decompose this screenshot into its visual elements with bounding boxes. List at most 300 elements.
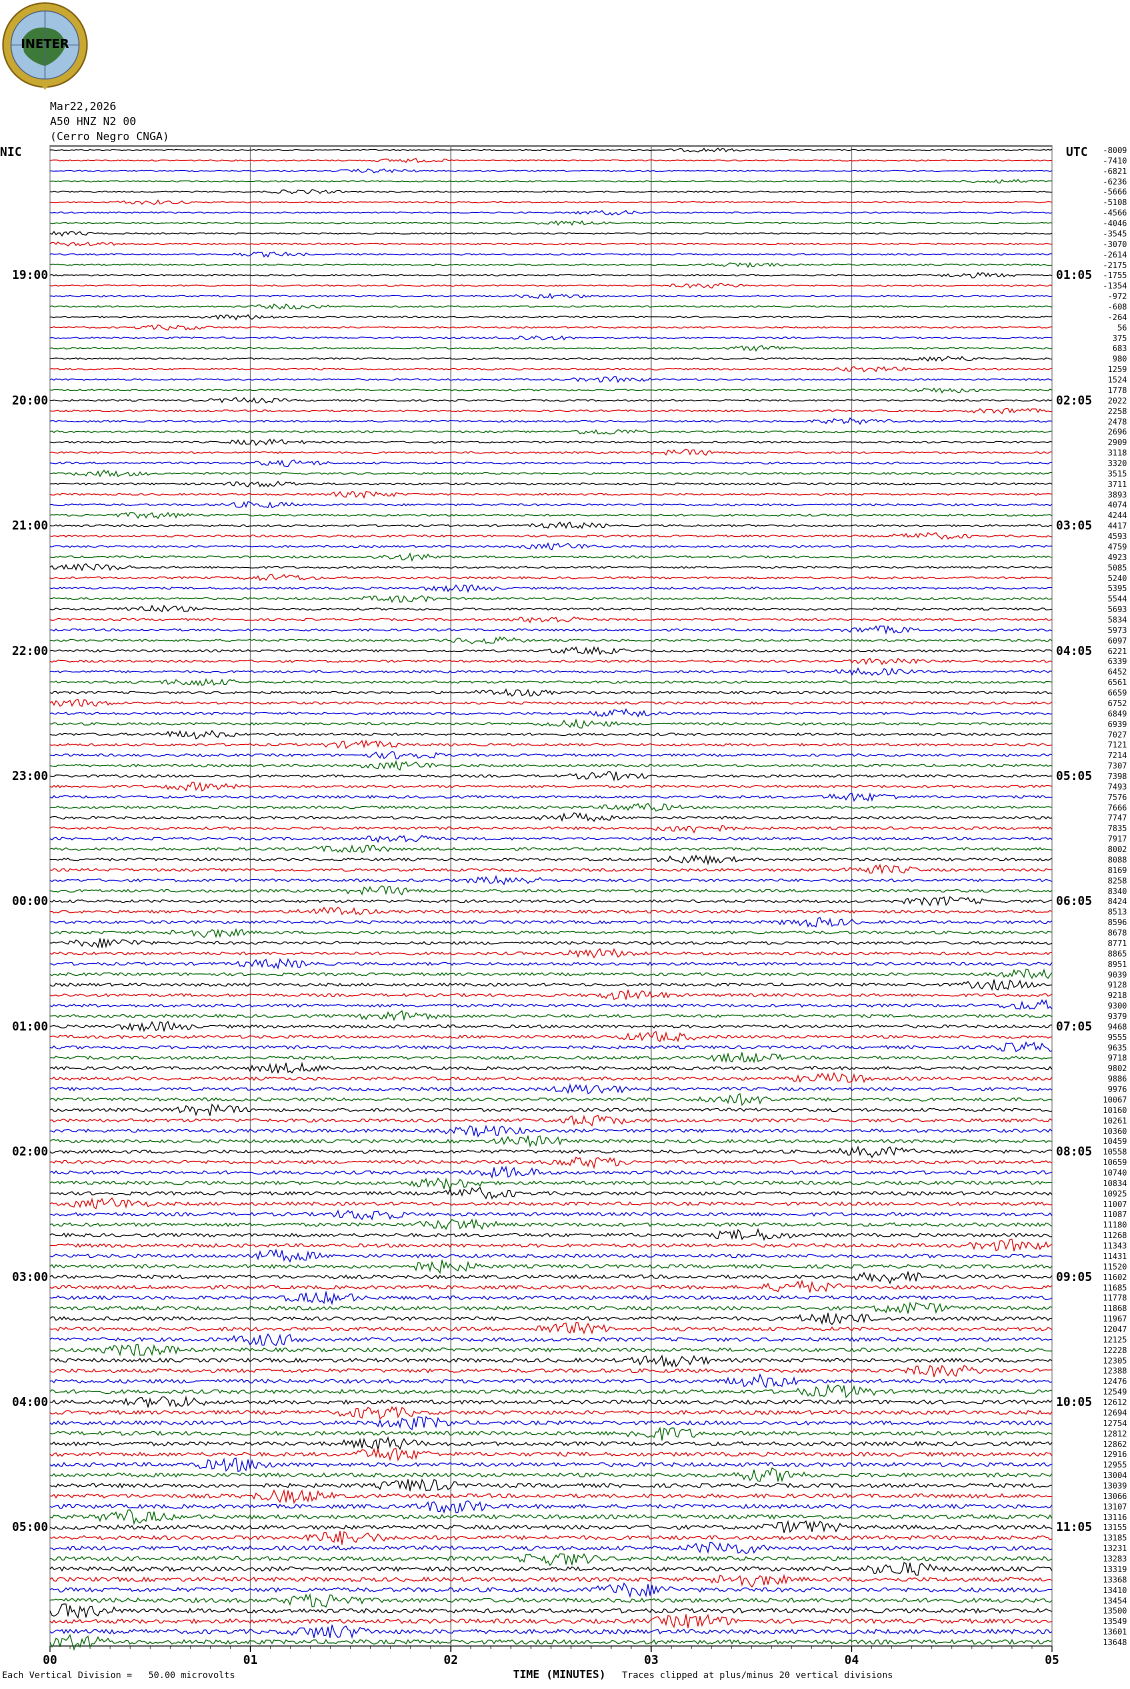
seismic-trace bbox=[50, 876, 1052, 884]
trace-offset-label: -3545 bbox=[1102, 229, 1127, 239]
trace-offset-label: 7307 bbox=[1107, 761, 1127, 771]
x-tick-label: 03 bbox=[643, 1653, 659, 1667]
seismic-trace bbox=[50, 481, 1052, 486]
seismic-trace bbox=[50, 533, 1052, 539]
seismic-trace bbox=[50, 938, 1052, 947]
scale-note bbox=[2, 1671, 235, 1681]
seismic-trace bbox=[50, 325, 1052, 330]
right-hour-label: 04:05 bbox=[1056, 643, 1093, 658]
seismic-trace bbox=[50, 782, 1052, 791]
trace-offset-label: 8169 bbox=[1107, 865, 1127, 875]
seismic-trace bbox=[50, 1313, 1052, 1325]
seismic-trace bbox=[50, 1385, 1052, 1397]
seismic-trace bbox=[50, 1458, 1052, 1471]
seismic-trace bbox=[50, 1510, 1052, 1524]
seismic-trace bbox=[50, 158, 1052, 162]
trace-offset-label: 5973 bbox=[1107, 625, 1127, 635]
seismic-trace bbox=[50, 929, 1052, 937]
trace-offset-label: 9300 bbox=[1107, 1001, 1127, 1011]
trace-offset-label: 6752 bbox=[1107, 698, 1127, 708]
seismic-trace bbox=[50, 1531, 1052, 1545]
seismic-trace bbox=[50, 1178, 1052, 1189]
seismic-trace bbox=[50, 1323, 1052, 1334]
trace-offset-label: 7666 bbox=[1107, 803, 1127, 813]
seismic-trace bbox=[50, 398, 1052, 403]
seismic-trace bbox=[50, 1521, 1052, 1533]
trace-offset-label: 9635 bbox=[1107, 1043, 1127, 1053]
seismic-trace bbox=[50, 242, 1052, 246]
trace-offset-label: 7917 bbox=[1107, 834, 1127, 844]
seismic-trace bbox=[50, 772, 1052, 781]
header-station: (Cerro Negro CNGA) bbox=[50, 130, 170, 143]
trace-offset-label: 6221 bbox=[1107, 646, 1127, 656]
seismic-trace bbox=[50, 470, 1052, 476]
seismic-trace bbox=[50, 1167, 1052, 1178]
seismic-trace bbox=[50, 1250, 1052, 1262]
right-hour-label: 05:05 bbox=[1056, 769, 1093, 784]
trace-offset-label: 8678 bbox=[1107, 928, 1127, 938]
trace-offset-label: 7493 bbox=[1107, 782, 1127, 792]
trace-offset-label: 3711 bbox=[1107, 479, 1127, 489]
left-hour-label: 22:00 bbox=[12, 643, 49, 658]
seismic-trace bbox=[50, 804, 1052, 812]
seismic-trace bbox=[50, 1115, 1052, 1126]
trace-offset-label: 1259 bbox=[1107, 365, 1127, 375]
trace-offset-label: 12916 bbox=[1102, 1450, 1127, 1460]
seismic-trace bbox=[50, 959, 1052, 968]
seismic-trace bbox=[50, 1104, 1052, 1115]
trace-offset-label: 6097 bbox=[1107, 636, 1127, 646]
trace-offset-label: -5666 bbox=[1102, 187, 1127, 197]
seismic-trace bbox=[50, 1260, 1052, 1273]
trace-offset-label: 12754 bbox=[1102, 1418, 1127, 1428]
seismic-trace bbox=[50, 1366, 1052, 1377]
trace-offset-label: 2696 bbox=[1107, 427, 1127, 437]
seismic-trace bbox=[50, 606, 1052, 612]
trace-offset-label: 13155 bbox=[1102, 1523, 1127, 1533]
seismic-trace bbox=[50, 543, 1052, 550]
trace-offset-label: -264 bbox=[1107, 312, 1127, 322]
trace-offset-label: 12955 bbox=[1102, 1460, 1127, 1470]
trace-offset-label: -6821 bbox=[1102, 166, 1127, 176]
seismic-trace bbox=[50, 1011, 1052, 1020]
seismic-trace bbox=[50, 1356, 1052, 1367]
seismic-trace bbox=[50, 1575, 1052, 1587]
seismic-trace bbox=[50, 1187, 1052, 1198]
trace-offset-label: 9128 bbox=[1107, 980, 1127, 990]
seismic-trace bbox=[50, 263, 1052, 267]
seismic-trace bbox=[50, 980, 1052, 990]
trace-offset-label: 980 bbox=[1112, 354, 1127, 364]
right-hour-label: 02:05 bbox=[1056, 393, 1093, 408]
trace-offset-label: 13185 bbox=[1102, 1533, 1127, 1543]
seismic-trace bbox=[50, 315, 1052, 320]
trace-offset-label: 5395 bbox=[1107, 584, 1127, 594]
seismic-trace bbox=[50, 1052, 1052, 1062]
seismic-trace bbox=[50, 377, 1052, 383]
trace-offset-label: -3070 bbox=[1102, 239, 1127, 249]
right-hour-label: 07:05 bbox=[1056, 1019, 1093, 1034]
trace-offset-label: 5693 bbox=[1107, 605, 1127, 615]
seismic-trace bbox=[50, 273, 1052, 278]
seismic-trace bbox=[50, 845, 1052, 852]
trace-offset-label: 10360 bbox=[1102, 1126, 1127, 1136]
trace-offset-label: 6452 bbox=[1107, 667, 1127, 677]
trace-offset-label: 3118 bbox=[1107, 448, 1127, 458]
seismic-trace bbox=[50, 1449, 1052, 1461]
seismic-trace bbox=[50, 430, 1052, 434]
trace-offset-label: 12047 bbox=[1102, 1324, 1127, 1334]
seismic-trace bbox=[50, 460, 1052, 467]
seismic-trace bbox=[50, 1501, 1052, 1513]
trace-offset-label: 8258 bbox=[1107, 876, 1127, 886]
left-hour-label: 01:00 bbox=[12, 1019, 49, 1034]
trace-offset-label: 8596 bbox=[1107, 918, 1127, 928]
trace-offset-label: 13116 bbox=[1102, 1512, 1127, 1522]
seismic-trace bbox=[50, 1614, 1052, 1628]
scale-label: Each Vertical Division = bbox=[2, 1671, 133, 1681]
trace-offset-label: 11778 bbox=[1102, 1293, 1127, 1303]
seismic-trace bbox=[50, 856, 1052, 864]
trace-offset-label: 12694 bbox=[1102, 1408, 1127, 1418]
seismic-trace bbox=[50, 709, 1052, 717]
seismic-trace bbox=[50, 148, 1052, 152]
seismic-trace bbox=[50, 1428, 1052, 1441]
trace-offset-label: 6659 bbox=[1107, 688, 1127, 698]
left-hour-label: 19:00 bbox=[12, 268, 49, 283]
right-hour-label: 08:05 bbox=[1056, 1144, 1093, 1159]
seismic-trace bbox=[50, 1272, 1052, 1284]
trace-offset-label: 10558 bbox=[1102, 1147, 1127, 1157]
seismic-trace bbox=[50, 897, 1052, 906]
right-hour-label: 10:05 bbox=[1056, 1395, 1093, 1410]
seismic-trace bbox=[50, 1417, 1052, 1430]
seismic-trace bbox=[50, 1229, 1052, 1240]
trace-offset-label: 10067 bbox=[1102, 1095, 1127, 1105]
trace-offset-label: 10834 bbox=[1102, 1178, 1127, 1188]
seismic-trace bbox=[50, 1604, 1052, 1618]
x-axis-title: TIME (MINUTES) bbox=[513, 1668, 606, 1681]
seismic-trace bbox=[50, 689, 1052, 696]
trace-offset-label: -6236 bbox=[1102, 177, 1127, 187]
seismic-trace bbox=[50, 492, 1052, 498]
trace-offset-label: 13368 bbox=[1102, 1575, 1127, 1585]
header-date: Mar22,2026 bbox=[50, 100, 117, 113]
trace-offset-label: 13549 bbox=[1102, 1617, 1127, 1627]
trace-offset-label: 9718 bbox=[1107, 1053, 1127, 1063]
seismic-trace bbox=[50, 336, 1052, 340]
left-hour-label: 23:00 bbox=[12, 769, 49, 784]
seismic-trace bbox=[50, 990, 1052, 1000]
seismic-trace bbox=[50, 367, 1052, 372]
trace-offset-label: 4593 bbox=[1107, 532, 1127, 542]
trace-offset-label: 56 bbox=[1117, 323, 1127, 333]
logo-text: INETER bbox=[20, 37, 70, 51]
trace-offset-label: 4923 bbox=[1107, 552, 1127, 562]
trace-offset-label: 7027 bbox=[1107, 730, 1127, 740]
left-hour-label: 05:00 bbox=[12, 1520, 49, 1535]
x-tick-label: 02 bbox=[443, 1653, 459, 1667]
trace-offset-label: -7410 bbox=[1102, 156, 1127, 166]
header-channel: A50 HNZ N2 00 bbox=[50, 115, 137, 128]
trace-offset-label: 7121 bbox=[1107, 740, 1127, 750]
x-tick-label: 04 bbox=[844, 1653, 859, 1667]
trace-offset-label: 2478 bbox=[1107, 417, 1127, 427]
trace-offset-label: -2175 bbox=[1102, 260, 1127, 270]
trace-offset-label: 11685 bbox=[1102, 1283, 1127, 1293]
seismic-trace bbox=[50, 1291, 1052, 1303]
trace-offset-label: 10740 bbox=[1102, 1168, 1127, 1178]
seismic-trace bbox=[50, 1554, 1052, 1566]
trace-offset-label: 8865 bbox=[1107, 949, 1127, 959]
trace-offset-label: 8513 bbox=[1107, 907, 1127, 917]
x-tick-label: 01 bbox=[243, 1653, 258, 1667]
trace-offset-label: 13601 bbox=[1102, 1627, 1127, 1637]
trace-offset-label: 12228 bbox=[1102, 1345, 1127, 1355]
seismic-trace bbox=[50, 596, 1052, 603]
trace-offset-label: 6561 bbox=[1107, 678, 1127, 688]
trace-offset-label: 10925 bbox=[1102, 1189, 1127, 1199]
trace-offset-label: 12862 bbox=[1102, 1439, 1127, 1449]
right-hour-label: 09:05 bbox=[1056, 1269, 1093, 1284]
trace-offset-label: 13039 bbox=[1102, 1481, 1127, 1491]
seismic-trace bbox=[50, 1063, 1052, 1074]
trace-offset-label: 12125 bbox=[1102, 1335, 1127, 1345]
seismic-trace bbox=[50, 1136, 1052, 1147]
seismic-trace bbox=[50, 1073, 1052, 1082]
seismic-trace bbox=[50, 1344, 1052, 1355]
seismic-trace bbox=[50, 1490, 1052, 1503]
trace-offset-label: 12612 bbox=[1102, 1398, 1127, 1408]
seismic-trace bbox=[50, 294, 1052, 299]
trace-offset-label: 13648 bbox=[1102, 1638, 1127, 1647]
seismic-trace bbox=[50, 1397, 1052, 1408]
seismic-trace bbox=[50, 1334, 1052, 1345]
seismic-trace bbox=[50, 907, 1052, 914]
seismic-trace bbox=[50, 918, 1052, 927]
seismic-trace bbox=[50, 439, 1052, 445]
seismic-trace bbox=[50, 283, 1052, 288]
trace-offset-label: 11087 bbox=[1102, 1210, 1127, 1220]
seismic-trace bbox=[50, 190, 1052, 194]
trace-offset-label: -1755 bbox=[1102, 271, 1127, 281]
trace-offset-label: 8771 bbox=[1107, 938, 1127, 948]
right-hour-label: 01:05 bbox=[1056, 268, 1093, 283]
seismic-trace bbox=[50, 574, 1052, 580]
seismic-trace bbox=[50, 865, 1052, 873]
trace-offset-label: 3515 bbox=[1107, 469, 1127, 479]
left-hour-label: 02:00 bbox=[12, 1144, 49, 1159]
seismic-trace bbox=[50, 409, 1052, 414]
seismic-trace bbox=[50, 1239, 1052, 1251]
seismic-trace bbox=[50, 513, 1052, 519]
seismic-trace bbox=[50, 949, 1052, 958]
seismic-trace bbox=[50, 1085, 1052, 1094]
left-hour-label: 21:00 bbox=[12, 518, 49, 533]
seismic-trace bbox=[50, 554, 1052, 561]
seismic-trace bbox=[50, 1625, 1052, 1638]
trace-offset-label: 10261 bbox=[1102, 1116, 1127, 1126]
trace-offset-label: 12812 bbox=[1102, 1429, 1127, 1439]
seismic-trace bbox=[50, 1094, 1052, 1105]
trace-offset-label: 7398 bbox=[1107, 772, 1127, 782]
trace-offset-label: 5544 bbox=[1107, 594, 1127, 604]
trace-offset-label: 8340 bbox=[1107, 886, 1127, 896]
clip-note: Traces clipped at plus/minus 20 vertical divisions bbox=[622, 1671, 893, 1681]
right-timezone-label: UTC bbox=[1066, 145, 1088, 159]
seismic-trace bbox=[50, 741, 1052, 749]
right-hour-label: 11:05 bbox=[1056, 1520, 1093, 1535]
trace-offset-label: -2614 bbox=[1102, 250, 1127, 260]
seismic-trace bbox=[50, 720, 1052, 728]
seismic-trace bbox=[50, 418, 1052, 424]
seismic-trace bbox=[50, 1042, 1052, 1051]
trace-offset-label: 5834 bbox=[1107, 615, 1127, 625]
seismic-trace bbox=[50, 1479, 1052, 1491]
trace-offset-label: 10459 bbox=[1102, 1137, 1127, 1147]
seismic-trace bbox=[50, 356, 1052, 361]
trace-offset-label: -4566 bbox=[1102, 208, 1127, 218]
trace-offset-label: 13004 bbox=[1102, 1471, 1127, 1481]
trace-offset-label: 8424 bbox=[1107, 897, 1127, 907]
trace-offset-label: 6339 bbox=[1107, 657, 1127, 667]
seismic-trace bbox=[50, 1468, 1052, 1482]
trace-offset-label: 4074 bbox=[1107, 500, 1127, 510]
trace-offset-label: 13231 bbox=[1102, 1544, 1127, 1554]
seismic-trace bbox=[50, 699, 1052, 706]
trace-offset-label: 13066 bbox=[1102, 1491, 1127, 1501]
seismic-trace bbox=[50, 1542, 1052, 1553]
trace-offset-label: 13500 bbox=[1102, 1606, 1127, 1616]
seismic-trace bbox=[50, 826, 1052, 833]
seismic-trace bbox=[50, 388, 1052, 393]
trace-offset-label: 3893 bbox=[1107, 490, 1127, 500]
seismic-trace bbox=[50, 1198, 1052, 1209]
trace-offset-label: 11180 bbox=[1102, 1220, 1127, 1230]
seismic-trace bbox=[50, 1281, 1052, 1293]
seismic-trace bbox=[50, 626, 1052, 633]
seismic-trace bbox=[50, 886, 1052, 895]
trace-offset-label: 11868 bbox=[1102, 1304, 1127, 1314]
trace-offset-label: 8088 bbox=[1107, 855, 1127, 865]
seismic-trace bbox=[50, 668, 1052, 675]
seismic-trace bbox=[50, 1000, 1052, 1009]
trace-offset-label: 9039 bbox=[1107, 970, 1127, 980]
seismic-trace bbox=[50, 835, 1052, 842]
right-hour-label: 06:05 bbox=[1056, 894, 1093, 909]
seismic-trace bbox=[50, 1583, 1052, 1596]
seismic-trace bbox=[50, 1032, 1052, 1042]
trace-offset-label: 2909 bbox=[1107, 438, 1127, 448]
trace-offset-label: -5108 bbox=[1102, 198, 1127, 208]
seismic-trace bbox=[50, 1211, 1052, 1220]
seismic-trace bbox=[50, 522, 1052, 528]
trace-offset-label: 2022 bbox=[1107, 396, 1127, 406]
trace-offset-label: 1524 bbox=[1107, 375, 1127, 385]
seismic-trace bbox=[50, 221, 1052, 225]
trace-offset-label: 8951 bbox=[1107, 959, 1127, 969]
seismic-trace bbox=[50, 752, 1052, 759]
trace-offset-label: 13283 bbox=[1102, 1554, 1127, 1564]
seismic-trace bbox=[50, 1147, 1052, 1158]
seismic-trace bbox=[50, 813, 1052, 821]
trace-offset-label: 1778 bbox=[1107, 385, 1127, 395]
trace-offset-label: 375 bbox=[1112, 333, 1127, 343]
seismic-trace bbox=[50, 1157, 1052, 1168]
trace-offset-label: 4417 bbox=[1107, 521, 1127, 531]
trace-offset-label: 9468 bbox=[1107, 1022, 1127, 1032]
seismic-trace bbox=[50, 761, 1052, 770]
trace-offset-label: 9886 bbox=[1107, 1074, 1127, 1084]
trace-offset-label: 11343 bbox=[1102, 1241, 1127, 1251]
left-hour-label: 04:00 bbox=[12, 1395, 49, 1410]
trace-offset-label: 10160 bbox=[1102, 1105, 1127, 1115]
seismic-trace bbox=[50, 1220, 1052, 1230]
seismic-trace bbox=[50, 169, 1052, 173]
seismic-trace bbox=[50, 585, 1052, 592]
seismic-trace bbox=[50, 1407, 1052, 1419]
seismic-trace bbox=[50, 211, 1052, 215]
trace-offset-label: 4759 bbox=[1107, 542, 1127, 552]
seismic-trace bbox=[50, 346, 1052, 351]
trace-offset-label: 13107 bbox=[1102, 1502, 1127, 1512]
trace-offset-label: 6849 bbox=[1107, 709, 1127, 719]
seismic-trace bbox=[50, 252, 1052, 257]
trace-offset-label: 7835 bbox=[1107, 824, 1127, 834]
trace-offset-label: 9218 bbox=[1107, 991, 1127, 1001]
trace-offset-label: 12388 bbox=[1102, 1366, 1127, 1376]
trace-offset-label: 8002 bbox=[1107, 845, 1127, 855]
seismic-trace bbox=[50, 502, 1052, 508]
seismic-trace bbox=[50, 200, 1052, 204]
seismic-trace bbox=[50, 1438, 1052, 1451]
trace-offset-label: 10659 bbox=[1102, 1158, 1127, 1168]
trace-offset-label: 3320 bbox=[1107, 459, 1127, 469]
left-hour-label: 00:00 bbox=[12, 894, 49, 909]
trace-offset-label: -972 bbox=[1107, 292, 1127, 302]
trace-offset-label: 13454 bbox=[1102, 1596, 1127, 1606]
trace-offset-label: 9555 bbox=[1107, 1032, 1127, 1042]
trace-offset-label: 6939 bbox=[1107, 719, 1127, 729]
seismic-trace bbox=[50, 969, 1052, 978]
trace-offset-label: -1354 bbox=[1102, 281, 1127, 291]
trace-offset-label: 7214 bbox=[1107, 751, 1127, 761]
trace-offset-label: 7576 bbox=[1107, 792, 1127, 802]
trace-offset-label: 4244 bbox=[1107, 511, 1127, 521]
plot-frame bbox=[50, 146, 1052, 1646]
seismic-trace bbox=[50, 731, 1052, 739]
trace-offset-label: 12305 bbox=[1102, 1356, 1127, 1366]
seismic-trace bbox=[50, 1374, 1052, 1387]
seismic-trace bbox=[50, 564, 1052, 571]
left-hour-label: 20:00 bbox=[12, 393, 49, 408]
trace-offset-label: 9976 bbox=[1107, 1085, 1127, 1095]
trace-offset-label: -4046 bbox=[1102, 219, 1127, 229]
trace-offset-label: 9379 bbox=[1107, 1011, 1127, 1021]
seismic-trace bbox=[50, 1022, 1052, 1032]
x-tick-label: 00 bbox=[42, 1653, 58, 1667]
scale-value: 50.00 microvolts bbox=[148, 1671, 236, 1681]
seismic-trace bbox=[50, 304, 1052, 309]
trace-offset-label: -8009 bbox=[1102, 146, 1127, 155]
trace-offset-label: -608 bbox=[1107, 302, 1127, 312]
seismic-trace bbox=[50, 179, 1052, 183]
trace-offset-label: 12476 bbox=[1102, 1377, 1127, 1387]
seismic-trace bbox=[50, 232, 1052, 236]
trace-offset-label: 13319 bbox=[1102, 1564, 1127, 1574]
trace-offset-label: 11520 bbox=[1102, 1262, 1127, 1272]
trace-offset-label: 11967 bbox=[1102, 1314, 1127, 1324]
